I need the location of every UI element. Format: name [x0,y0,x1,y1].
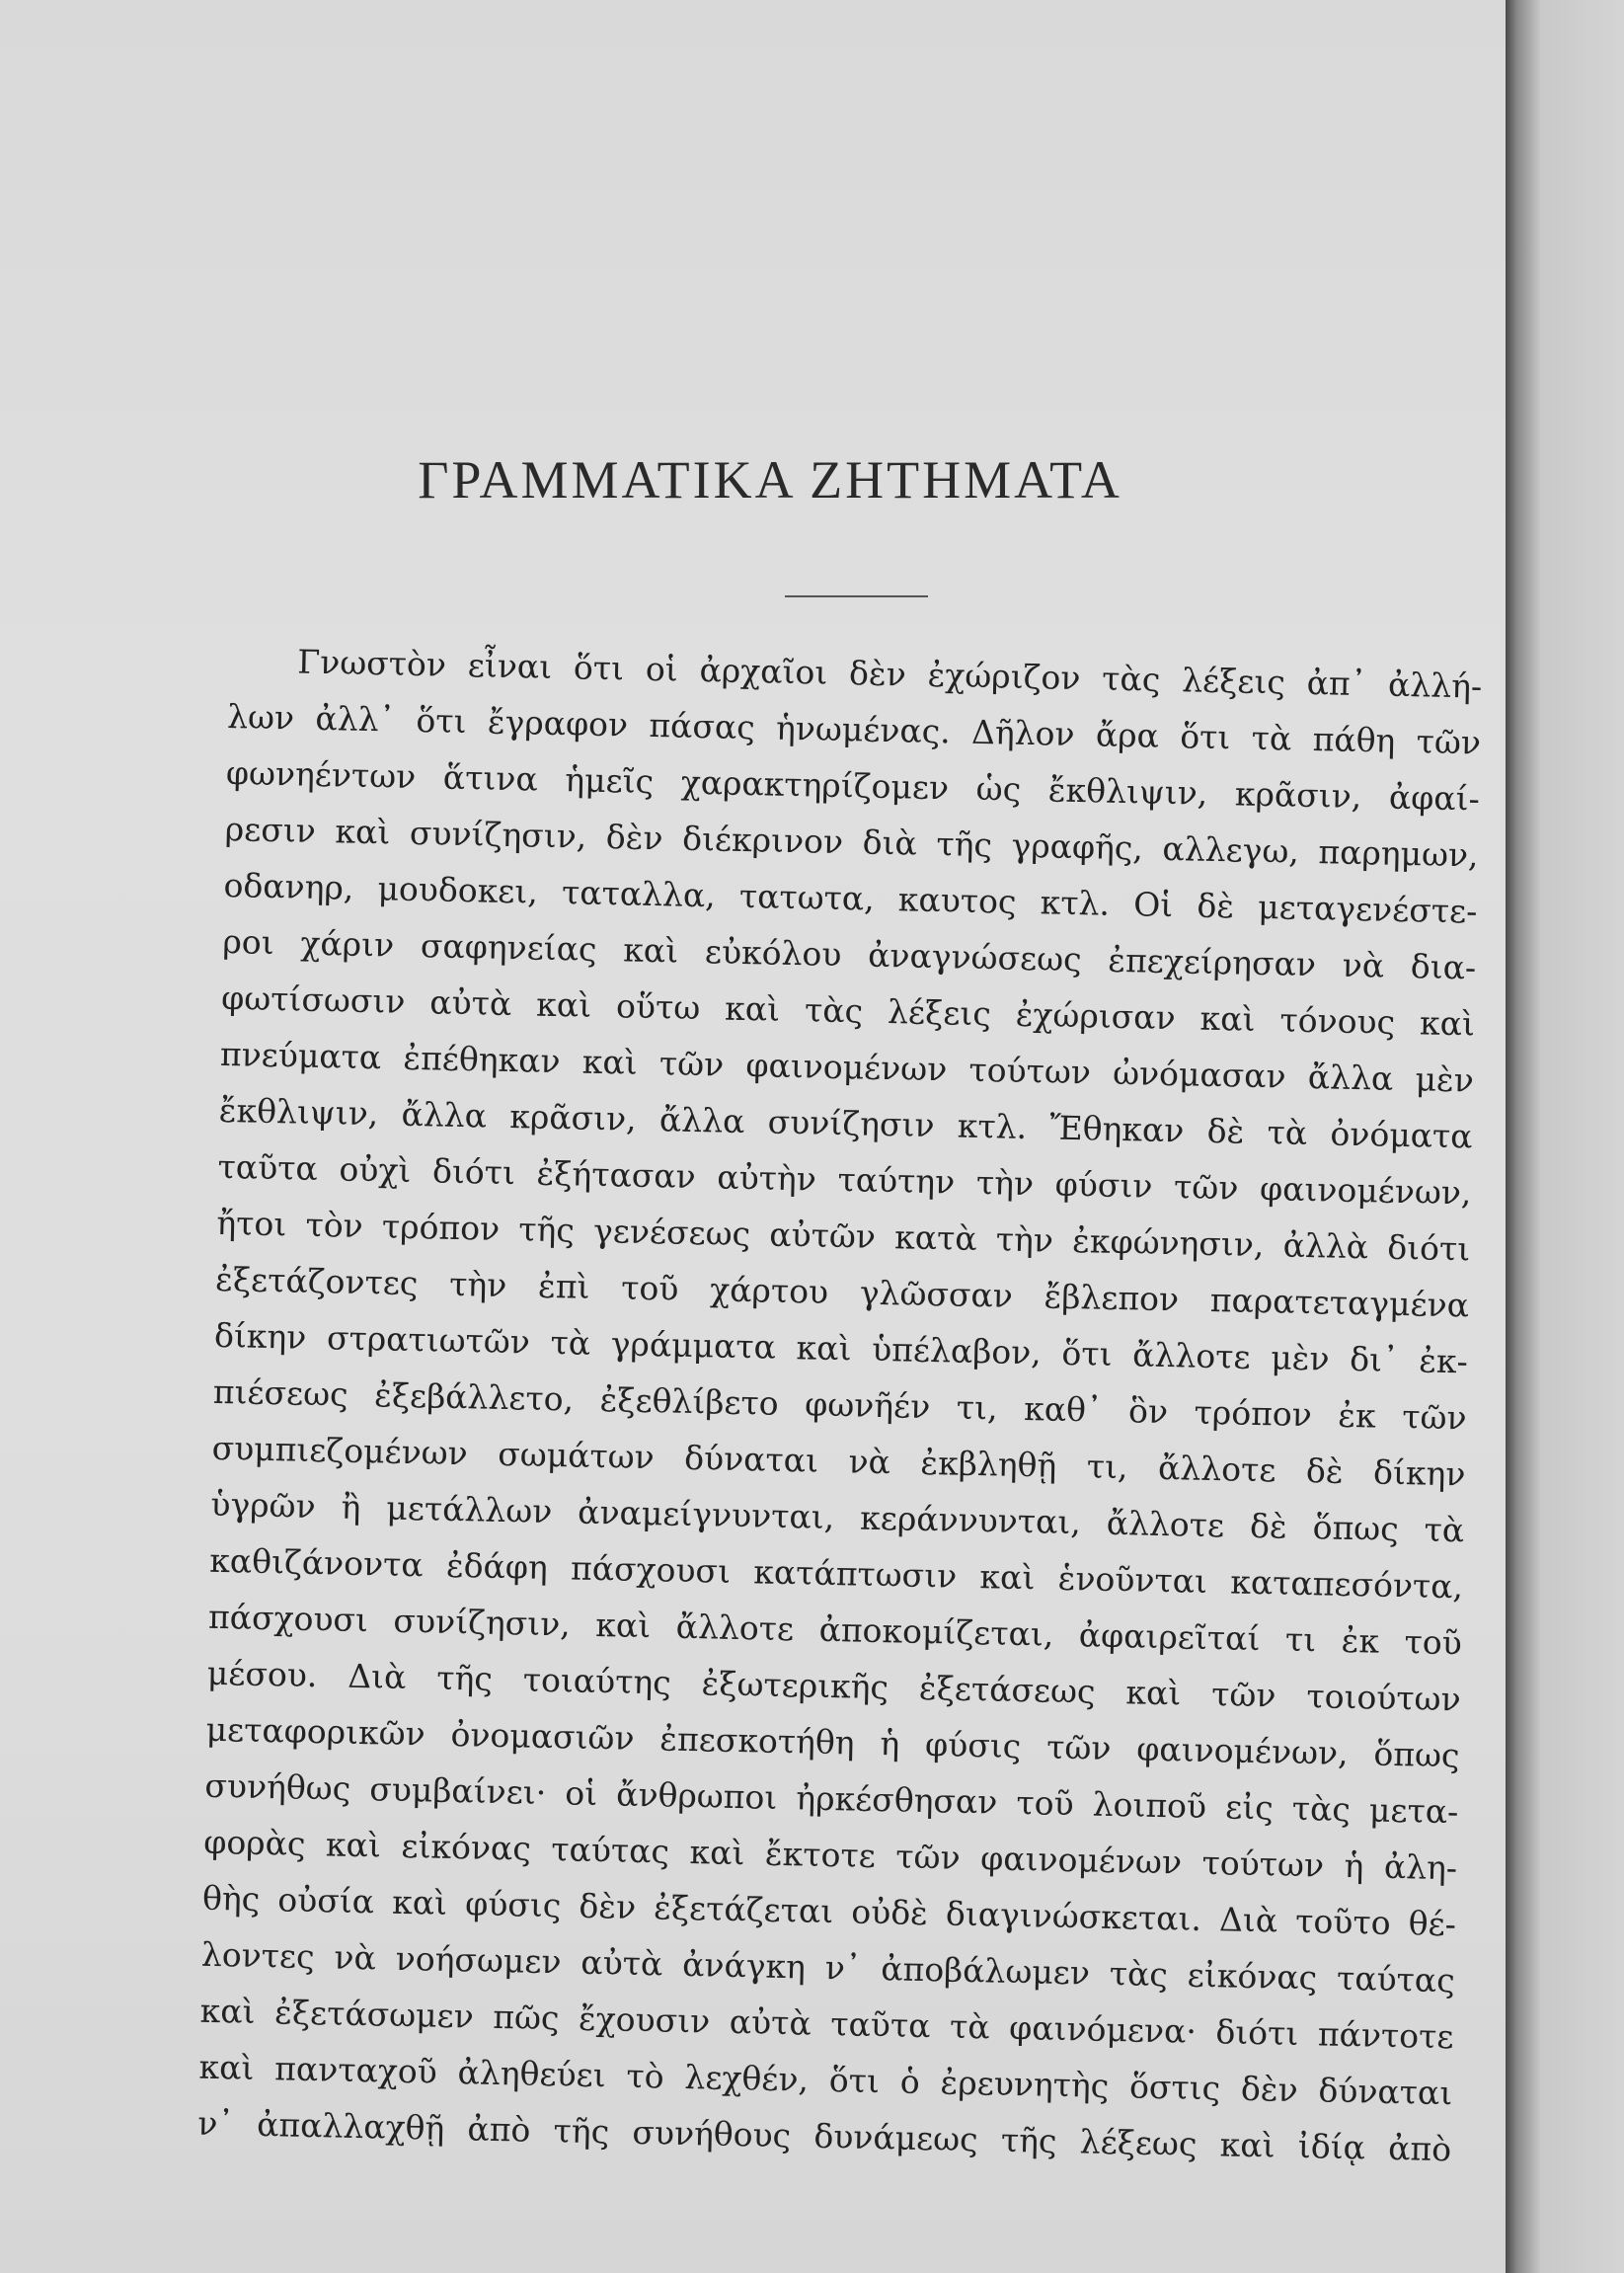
text-line: καὶ πανταχοῦ ἀληθεύει τὸ λεχθέν, ὅτι ὁ ἐρευνητὴς ὅστις δὲν δύναται [198,2047,1453,2113]
text-line: καθιζάνοντα ἐδάφη πάσχουσι κατάπτωσιν καὶ ἑνοῦνται καταπεσόντα, [208,1540,1464,1607]
text-line: Γνωστὸν εἶναι ὅτι οἱ ἀρχαῖοι δὲν ἐχώριζον τὰς λέξεις ἀπ᾽ ἀλλή- [296,642,1483,706]
text-line: ἔκθλιψιν, ἄλλα κρᾶσιν, ἄλλα συνίζησιν κτλ. Ἔθηκαν δὲ τὰ ὀνόματα [218,1090,1473,1156]
text-line: ἤτοι τὸν τρόπον τῆς γενέσεως αὐτῶν κατὰ τὴν ἐκφώνησιν, ἀλλὰ διότι [216,1203,1471,1269]
text-line: μέσου. Διὰ τῆς τοιαύτης ἐξωτερικῆς ἐξετάσεως καὶ τῶν τοιούτων [206,1653,1462,1719]
text-line: ρεσιν καὶ συνίζησιν, δὲν διέκρινον διὰ τῆς γραφῆς, αλλεγω, παρημων, [224,809,1479,875]
text-line: οδανηρ, μουδοκει, ταταλλα, τατωτα, καυτος κτλ. Οἱ δὲ μεταγενέστε- [223,865,1478,931]
text-line: ὑγρῶν ἢ μετάλλων ἀναμείγνυνται, κεράννυνται, ἄλλοτε δὲ ὅπως τὰ [210,1484,1465,1550]
text-line: πάσχουσι συνίζησιν, καὶ ἄλλοτε ἀποκομίζεται, ἀφαιρεῖταί τι ἐκ τοῦ [207,1597,1463,1663]
text-line: λων ἀλλ᾽ ὅτι ἔγραφον πάσας ἡνωμένας. Δῆλον ἄρα ὅτι τὰ πάθη τῶν [226,696,1482,762]
text-line: ἐξετάζοντες τὴν ἐπὶ τοῦ χάρτου γλῶσσαν ἔβλεπον παρατεταγμένα [214,1259,1470,1325]
text-line: ν᾽ ἀπαλλαχθῇ ἀπὸ τῆς συνήθους δυνάμεως τῆς λέξεως καὶ ἰδίᾳ ἀπὸ [196,2103,1452,2169]
book-binding-edge [1506,0,1624,2273]
chapter-title: ΓΡΑΜΜΑΤΙΚΑ ΖΗΤΗΜΑΤΑ [418,450,1122,509]
body-text [197,632,1483,2177]
text-line: φορὰς καὶ εἰκόνας ταύτας καὶ ἔκτοτε τῶν φαινομένων τούτων ἡ ἀλη- [202,1822,1458,1888]
text-line: συμπιεζομένων σωμάτων δύναται νὰ ἐκβληθῇ τι, ἄλλοτε δὲ δίκην [211,1428,1466,1494]
text-line: συνήθως συμβαίνει· οἱ ἄνθρωποι ἠρκέσθησαν τοῦ λοιποῦ εἰς τὰς μετα- [204,1765,1459,1832]
text-line: δίκην στρατιωτῶν τὰ γράμματα καὶ ὑπέλαβον, ὅτι ἄλλοτε μὲν δι᾽ ἐκ- [213,1315,1469,1381]
text-line: πιέσεως ἐξεβάλλετο, ἐξεθλίβετο φωνῆέν τι, καθ᾽ ὃν τρόπον ἐκ τῶν [212,1372,1468,1438]
text-line: φωτίσωσιν αὐτὰ καὶ οὕτω καὶ τὰς λέξεις ἐχώρισαν καὶ τόνους καὶ [220,978,1476,1044]
text-line: ταῦτα οὐχὶ διότι ἐξήτασαν αὐτὴν ταύτην τὴν φύσιν τῶν φαινομένων, [217,1146,1472,1213]
text-line: πνεύματα ἐπέθηκαν καὶ τῶν φαινομένων τούτων ὠνόμασαν ἄλλα μὲν [219,1034,1475,1100]
text-line: καὶ ἐξετάσωμεν πῶς ἔχουσιν αὐτὰ ταῦτα τὰ φαινόμενα· διότι πάντοτε [199,1991,1454,2057]
text-line: λοντες νὰ νοήσωμεν αὐτὰ ἀνάγκη ν᾽ ἀποβάλωμεν τὰς εἰκόνας ταύτας [200,1934,1456,2000]
title-divider [785,595,928,597]
text-line: ροι χάριν σαφηνείας καὶ εὐκόλου ἀναγνώσεως ἐπεχείρησαν νὰ δια- [222,921,1477,987]
text-line: φωνηέντων ἅτινα ἡμεῖς χαρακτηρίζομεν ὡς ἔκθλιψιν, κρᾶσιν, ἀφαί- [225,752,1481,819]
text-line: μεταφορικῶν ὀνομασιῶν ἐπεσκοτήθη ἡ φύσις τῶν φαινομένων, ὅπως [205,1709,1460,1775]
text-line: θὴς οὐσία καὶ φύσις δὲν ἐξετάζεται οὐδὲ διαγινώσκεται. Διὰ τοῦτο θέ- [201,1878,1457,1944]
